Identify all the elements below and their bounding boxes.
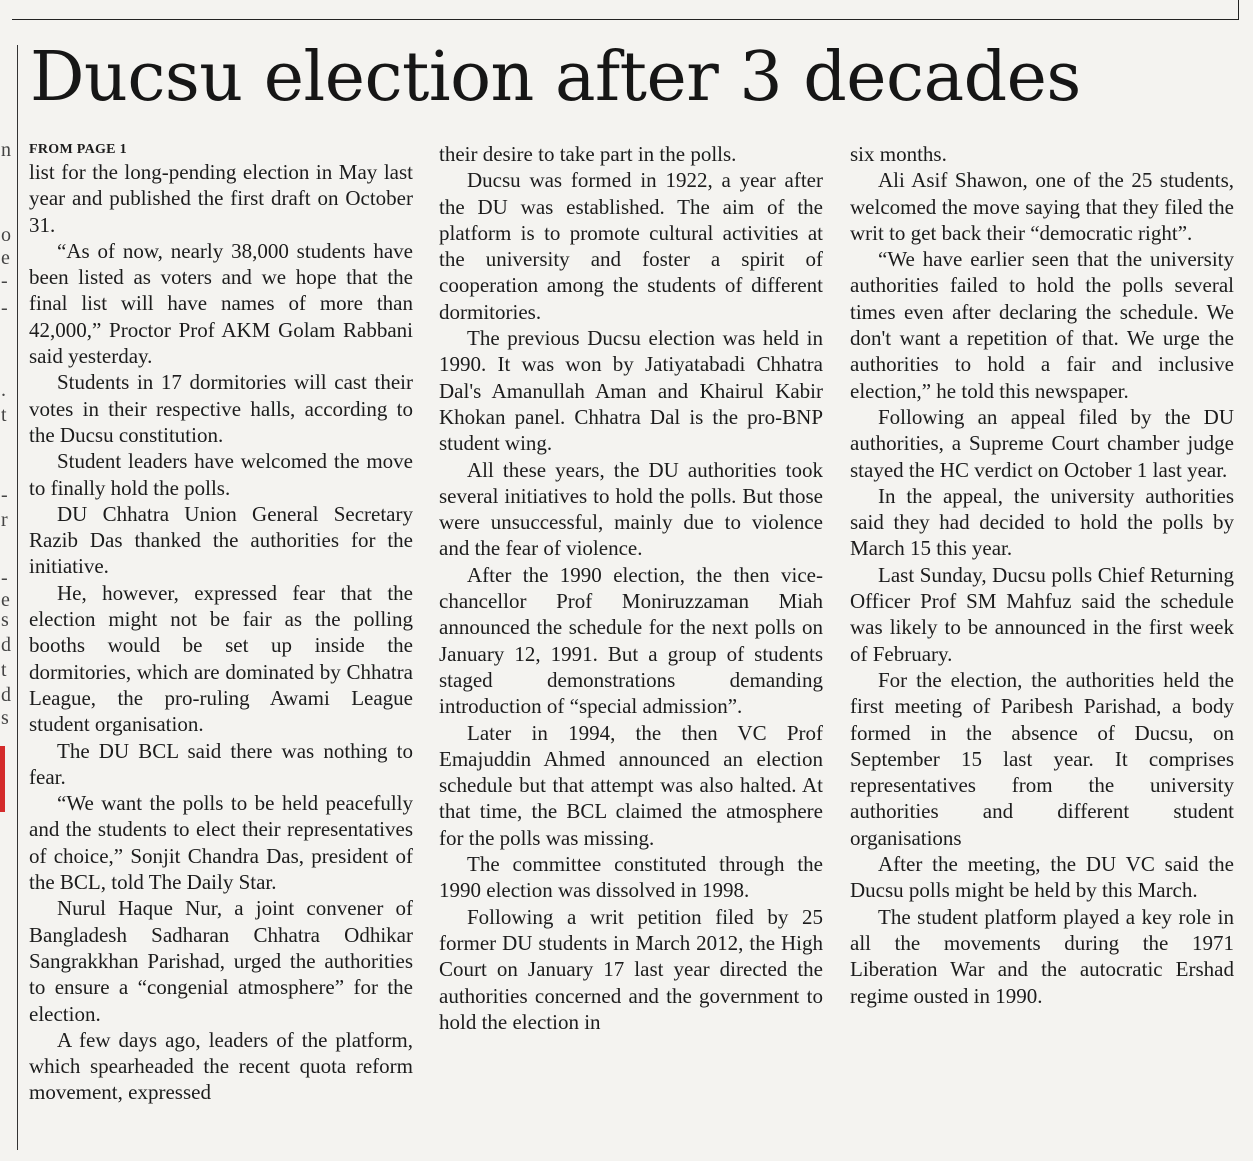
article-paragraph: DU Chhatra Union General Secretary Razib Das thanked the authorities for the initiative. [29,501,413,579]
article-paragraph: He, however, expressed fear that the election might not be fair as the polling booths would be set up inside the dormitories, which are dominated by Chhatra League, the pro-ruling Awami League student organisation. [29,580,413,737]
article-paragraph: Last Sunday, Ducsu polls Chief Returning Officer Prof SM Mahfuz said the schedule was likely to be announced in the first week of February. [850,562,1234,666]
article-paragraph: list for the long-pending election in May last year and published the first draft on October 31. [29,160,413,237]
previous-article-edge [0,130,12,1080]
previous-article-fragment: s [1,609,9,631]
article-paragraph: For the election, the authorities held the first meeting of Paribesh Parishad, a body formed in the absence of Ducsu, on September 15 last year. It comprises representatives from the university authorities and different student organisations [850,667,1234,850]
previous-article-fragment: d [1,634,11,656]
top-rule [12,19,1239,20]
article-column-2 [439,141,823,1035]
previous-article-fragment: e [1,589,10,611]
article-paragraph: After the meeting, the DU VC said the Ducsu polls might be held by this March. [850,852,1234,903]
article-paragraph: The student platform played a key role in all the movements during the 1971 Liberation War and the autocratic Ershad regime ousted in 1990. [850,904,1234,1008]
previous-article-fragment: o [1,224,11,246]
red-edge-mark [0,746,5,812]
previous-article-fragment: - [1,567,8,589]
article-column-3 [850,141,1234,1009]
article-paragraph: “As of now, nearly 38,000 students have been listed as voters and we hope that the final list will have names of more than 42,000,” Proctor Prof AKM Golam Rabbani said yesterday. [29,238,413,369]
previous-article-fragment: n [1,139,11,161]
headline: Ducsu election after 3 decades [30,38,1081,117]
article-paragraph: A few days ago, leaders of the platform, which spearheaded the recent quota reform movement, expressed [29,1027,413,1105]
article-paragraph: All these years, the DU authorities took several initiatives to hold the polls. But those were unsuccessful, mainly due to violence and the fear of violence. [439,457,823,561]
article-paragraph: The previous Ducsu election was held in 1990. It was won by Jatiyatabadi Chhatra Dal's Amanullah Aman and Khairul Kabir Khokan panel. Chhatra Dal is the pro-BNP student wing. [439,326,823,456]
previous-article-fragment: - [1,484,8,506]
previous-article-fragment: - [1,297,8,319]
article-paragraph: The DU BCL said there was nothing to fear. [29,738,413,789]
article-paragraph: Following a writ petition filed by 25 former DU students in March 2012, the High Court on January 17 last year directed the authorities concerned and the government to hold the election in [439,904,823,1034]
article-paragraph: Following an appeal filed by the DU authorities, a Supreme Court chamber judge stayed the HC verdict on October 1 last year. [850,404,1234,482]
article-paragraph: Student leaders have welcomed the move to finally hold the polls. [29,449,413,500]
article-paragraph: “We want the polls to be held peacefully and the students to elect their representatives of choice,” Sonjit Chandra Das, president of the BCL, told The Daily Star. [29,791,413,895]
article-paragraph: Later in 1994, the then VC Prof Emajuddin Ahmed announced an election schedule but that attempt was also halted. At that time, the BCL claimed the atmosphere for the polls was missing. [439,720,823,850]
previous-article-fragment: . [1,379,6,401]
article-paragraph: Ducsu was formed in 1922, a year after the DU was established. The aim of the platform is to promote cultural activities at the university and foster a spirit of cooperation among the students of different dormitories. [439,168,823,324]
article-paragraph: The committee constituted through the 1990 election was dissolved in 1998. [439,852,823,903]
article-paragraph: six months. [850,142,947,166]
previous-article-fragment: r [1,509,8,531]
article-paragraph: Nurul Haque Nur, a joint convener of Bangladesh Sadharan Chhatra Odhikar Sangrakkhan Parishad, urged the authorities to ensure a “congenial atmosphere” for the election. [29,896,413,1026]
article-paragraph: their desire to take part in the polls. [439,142,737,166]
article-paragraph: Ali Asif Shawon, one of the 25 students, welcomed the move saying that they filed the writ to get back their “democratic right”. [850,168,1234,245]
article-paragraph: In the appeal, the university authorities said they had decided to hold the polls by March 15 this year. [850,483,1234,561]
top-right-rule [1238,0,1239,20]
previous-article-fragment: e [1,247,10,269]
article-paragraph: After the 1990 election, the then vice-chancellor Prof Moniruzzaman Miah announced the schedule for the next polls on January 12, 1991. But a group of students staged demonstrations demanding introduction of “special admission”. [439,562,823,719]
article-paragraph: “We have earlier seen that the university authorities failed to hold the polls several times even after declaring the schedule. We don't want a repetition of that. We urge the authorities to hold a fair and inclusive election,” he told this newspaper. [850,247,1234,403]
previous-article-fragment: t [1,404,7,426]
column-divider [17,45,18,1150]
previous-article-fragment: - [1,270,8,292]
byline: FROM PAGE 1 [29,142,127,157]
previous-article-fragment: d [1,684,11,706]
article-paragraph: Students in 17 dormitories will cast their votes in their respective halls, according to the Ducsu constitution. [29,370,413,447]
previous-article-fragment: t [1,659,7,681]
article-column-1 [29,141,413,1106]
previous-article-fragment: s [1,707,9,729]
